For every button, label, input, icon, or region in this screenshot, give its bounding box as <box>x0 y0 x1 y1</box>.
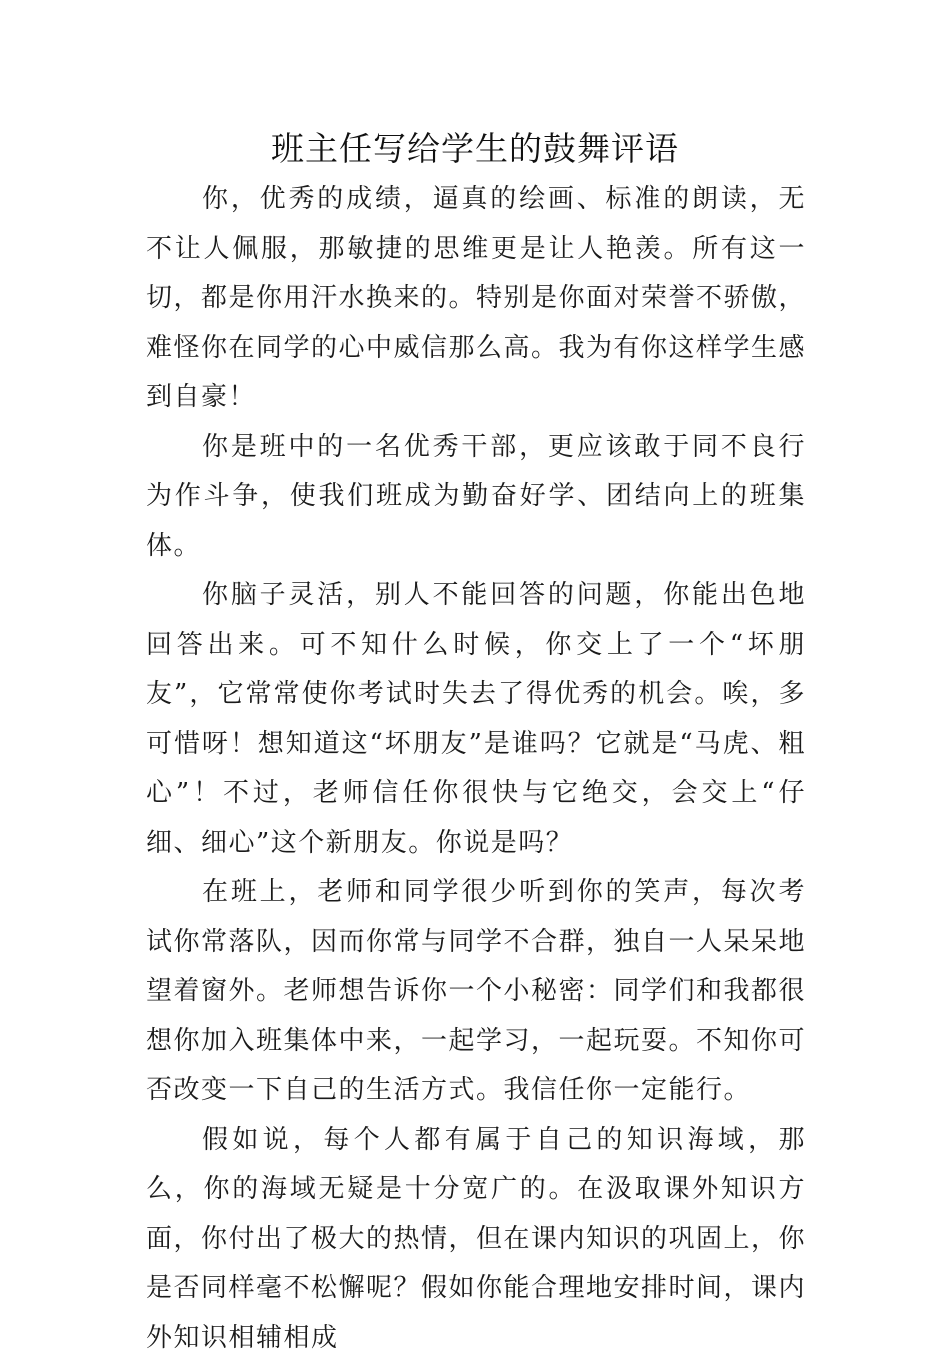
document-body <box>146 175 806 1363</box>
paragraph-3: 你脑子灵活，别人不能回答的问题，你能出色地回答出来。可不知什么时候，你交上了一个“坏朋友”，它常常使你考试时失去了得优秀的机会。唉，多可惜呀！想知道这“坏朋友”是谁吗？它就是“马虎、粗心”！不过，老师信任你很快与它绝交，会交上“仔细、细心”这个新朋友。你说是吗？ <box>146 571 806 868</box>
paragraph-5: 假如说，每个人都有属于自己的知识海域，那么，你的海域无疑是十分宽广的。在汲取课外知识方面，你付出了极大的热情，但在课内知识的巩固上，你是否同样毫不松懈呢？假如你能合理地安排时间，课内外知识相辅相成 <box>146 1116 806 1363</box>
document-title: 班主任写给学生的鼓舞评语 <box>0 126 950 172</box>
paragraph-2: 你是班中的一名优秀干部，更应该敢于同不良行为作斗争，使我们班成为勤奋好学、团结向上的班集体。 <box>146 423 806 572</box>
paragraph-1: 你，优秀的成绩，逼真的绘画、标准的朗读，无不让人佩服，那敏捷的思维更是让人艳羡。所有这一切，都是你用汗水换来的。特别是你面对荣誉不骄傲，难怪你在同学的心中威信那么高。我为有你这样学生感到自豪！ <box>146 175 806 423</box>
paragraph-4: 在班上，老师和同学很少听到你的笑声，每次考试你常落队，因而你常与同学不合群，独自一人呆呆地望着窗外。老师想告诉你一个小秘密：同学们和我都很想你加入班集体中来，一起学习，一起玩耍。不知你可否改变一下自己的生活方式。我信任你一定能行。 <box>146 868 806 1116</box>
